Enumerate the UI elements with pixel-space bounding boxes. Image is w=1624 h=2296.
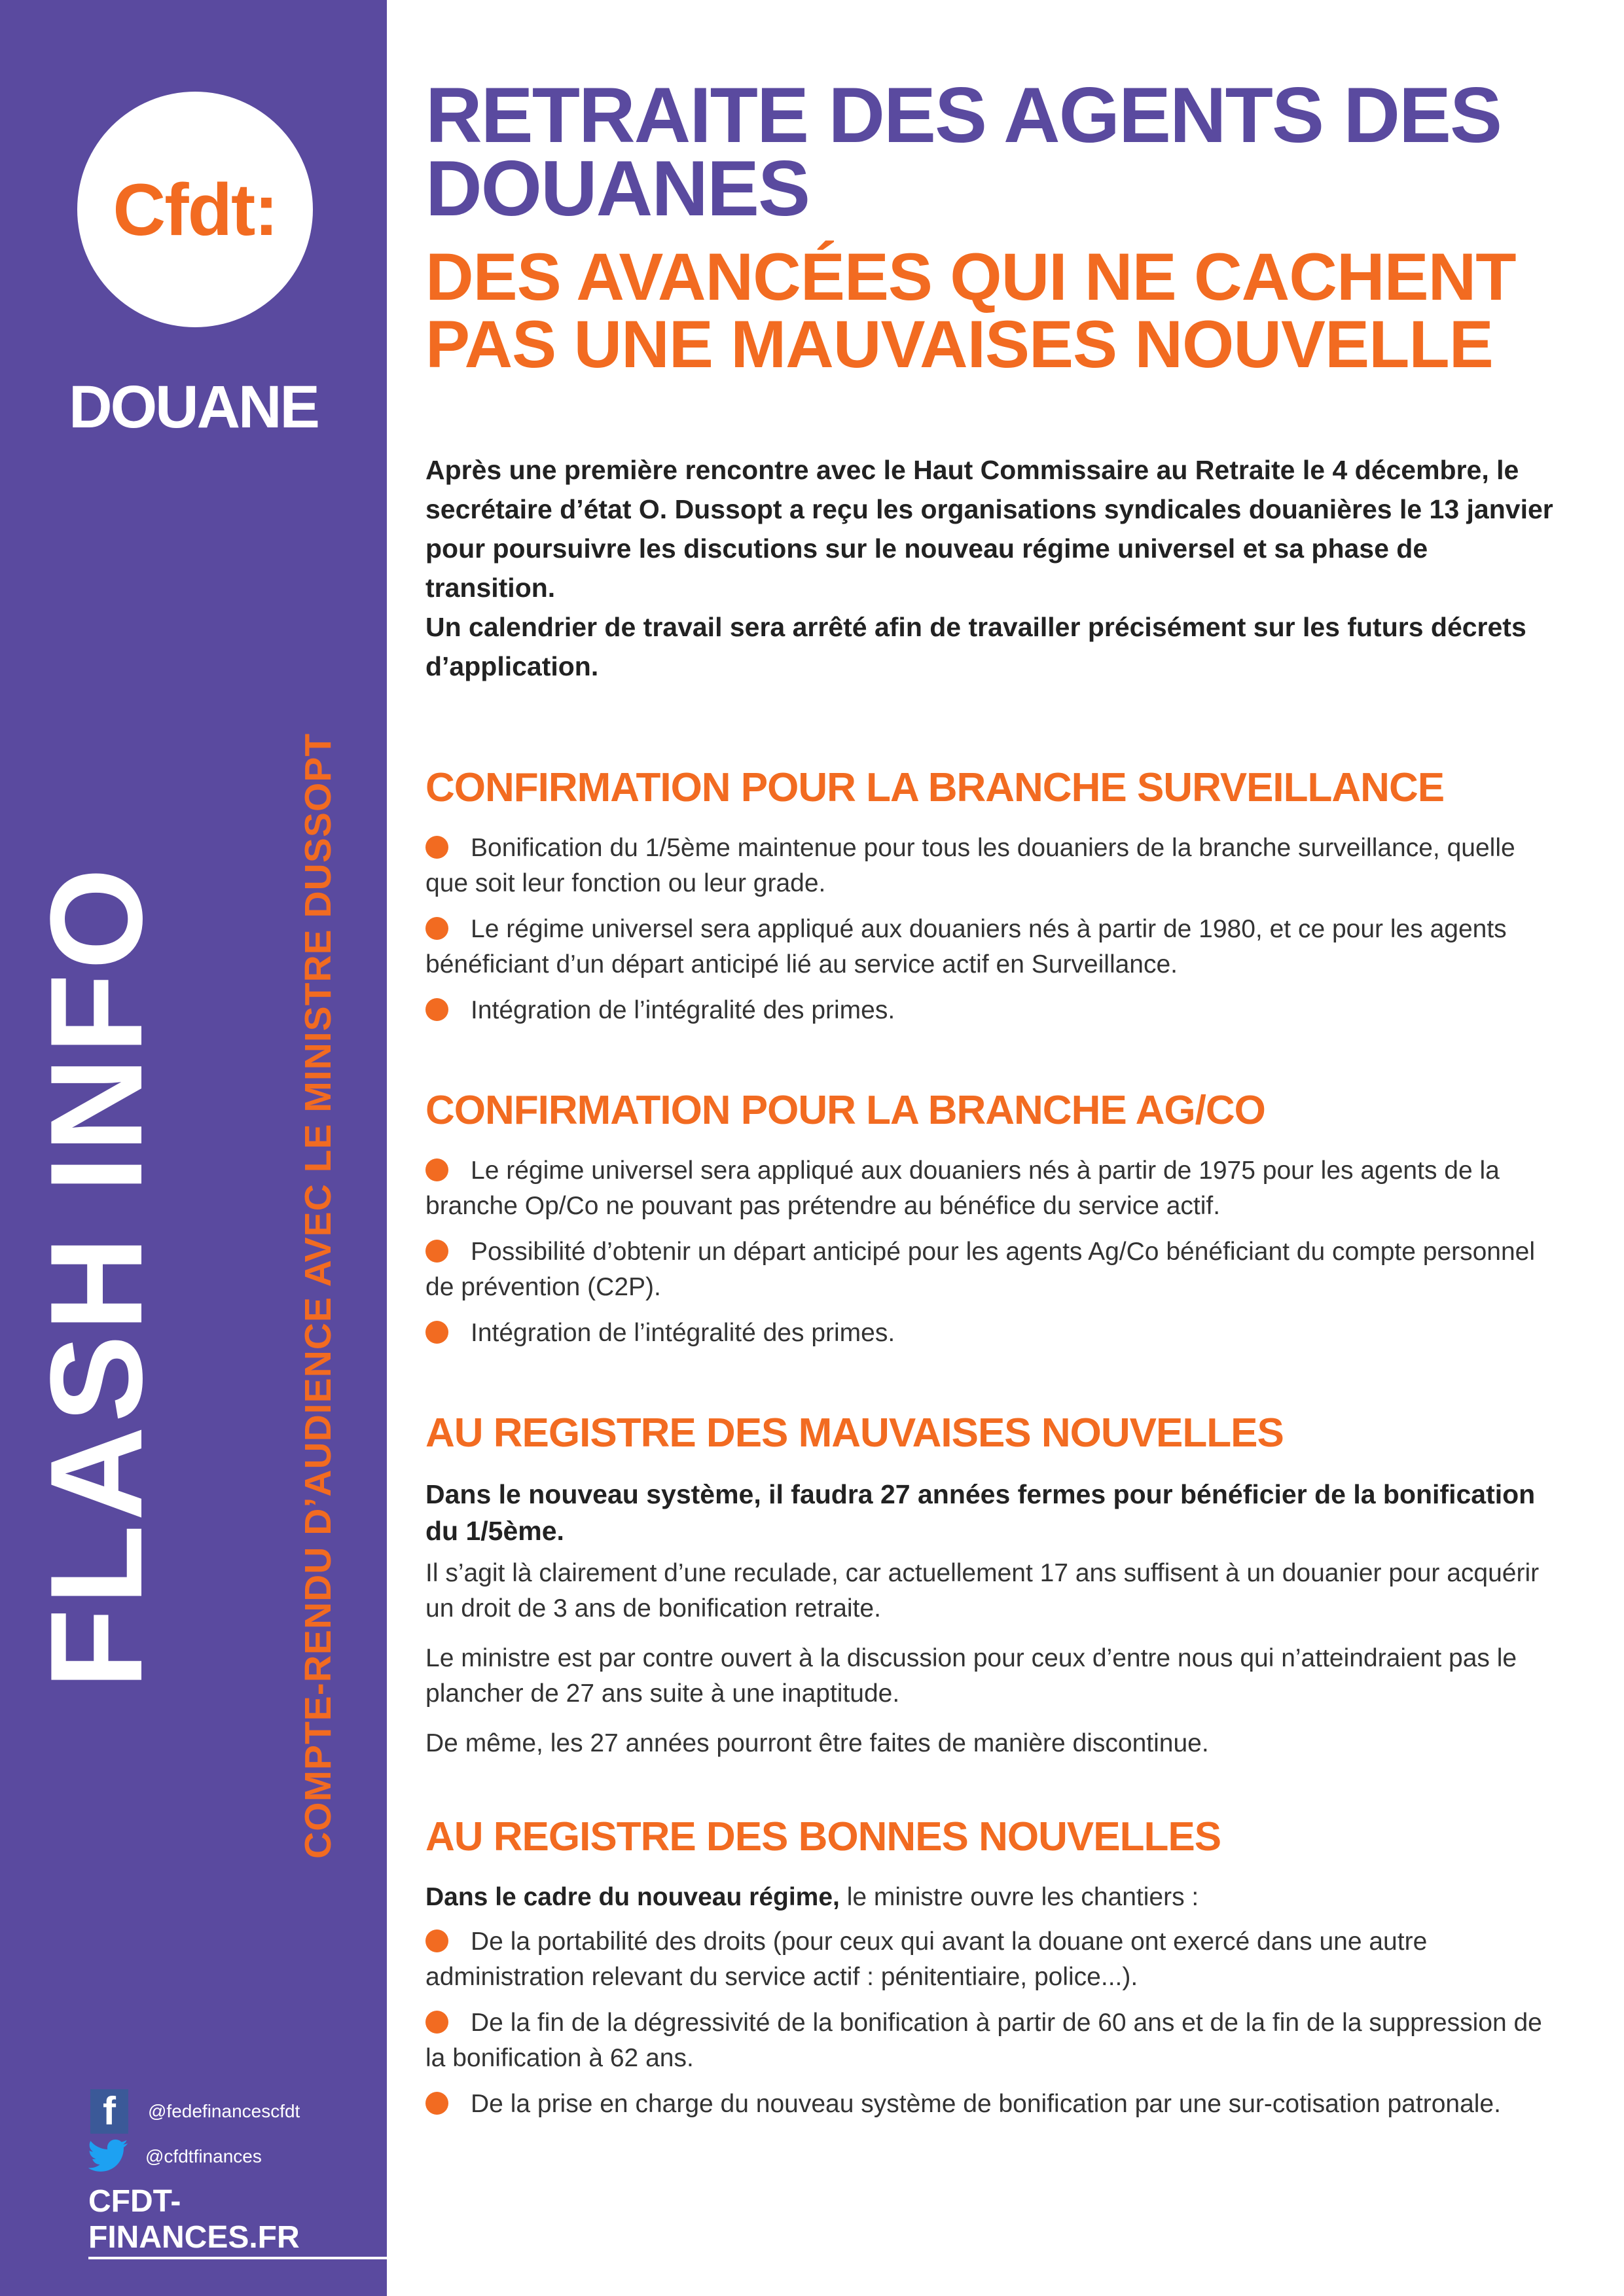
bullet-dot-icon — [425, 1929, 448, 1952]
page-title: RETRAITE DES AGENTS DES DOUANES — [425, 71, 1502, 232]
bullet-dot-icon — [425, 1240, 448, 1263]
intro-paragraph: Un calendrier de travail sera arrêté afin de travailler précisément sur les futurs décrets d’application. — [425, 612, 1526, 681]
list-item: Bonification du 1/5ème maintenue pour tous les douaniers de la branche surveillance, quelle que soit leur fonction ou leur grade. — [425, 834, 1515, 897]
bullet-dot-icon — [425, 917, 448, 940]
section-heading: AU REGISTRE DES MAUVAISES NOUVELLES — [425, 1410, 1284, 1456]
sidebar — [0, 0, 387, 2296]
bullet-dot-icon — [425, 2011, 448, 2034]
twitter-icon — [84, 2135, 132, 2178]
twitter-handle: @cfdtfinances — [145, 2146, 262, 2166]
list-item: De la prise en charge du nouveau système de bonification par une sur-cotisation patronale. — [425, 2087, 1558, 2122]
flash-info-banner: FLASH INFO — [24, 864, 170, 1689]
list-item: De la fin de la dégressivité de la bonification à partir de 60 ans et de la fin de la suppression de la bonification à 62 ans. — [425, 2009, 1542, 2072]
list-item: Le régime universel sera appliqué aux douaniers nés à partir de 1975 pour les agents de la branche Op/Co ne pouvant pas prétendre au bénéfice du service actif. — [425, 1157, 1500, 1220]
logo-text: Cfdt: — [113, 168, 278, 251]
cfdt-logo — [77, 92, 313, 327]
intro-block — [425, 450, 1558, 686]
section-heading: CONFIRMATION POUR LA BRANCHE AG/CO — [425, 1088, 1265, 1133]
section-good-news — [425, 1814, 1558, 2122]
section-surveillance — [425, 764, 1558, 1028]
paragraph: Le ministre est par contre ouvert à la discussion pour ceux d’entre nous qui n’atteindraient pas le plancher de 27 ans suite à une inaptitude. — [425, 1644, 1517, 1708]
facebook-link[interactable] — [90, 2089, 300, 2134]
key-statement: Dans le nouveau système, il faudra 27 années fermes pour bénéficier de la bonification du 1/5ème. — [425, 1479, 1536, 1546]
website-link[interactable]: CFDT-FINANCES.FR — [88, 2183, 387, 2259]
bullet-dot-icon — [425, 836, 448, 859]
facebook-handle: @fedefinancescfdt — [148, 2101, 300, 2121]
section-bad-news — [425, 1410, 1558, 1761]
bullet-dot-icon — [425, 1321, 448, 1344]
bullet-dot-icon — [425, 1158, 448, 1181]
lead-paragraph: Dans le cadre du nouveau régime, le ministre ouvre les chantiers : — [425, 1883, 1199, 1911]
list-item: Possibilité d’obtenir un départ anticipé pour les agents Ag/Co bénéficiant du compte personnel de prévention (C2P). — [425, 1238, 1536, 1301]
section-heading: AU REGISTRE DES BONNES NOUVELLES — [425, 1814, 1221, 1859]
section-heading: CONFIRMATION POUR LA BRANCHE SURVEILLANCE — [425, 765, 1445, 810]
page-subtitle: DES AVANCÉES QUI NE CACHENT PAS UNE MAUVAISES NOUVELLE — [425, 240, 1516, 382]
bullet-dot-icon — [425, 998, 448, 1021]
douane-label: DOUANE — [69, 374, 318, 440]
bullet-dot-icon — [425, 2092, 448, 2115]
list-item: De la portabilité des droits (pour ceux qui avant la douane ont exercé dans une autre administration relevant du service actif : pénitentiaire, police...). — [425, 1928, 1428, 1991]
list-item: Intégration de l’intégralité des primes. — [425, 993, 1558, 1028]
paragraph: Il s’agit là clairement d’une reculade, car actuellement 17 ans suffisent à un douanier pour acquérir un droit de 3 ans de bonification retraite. — [425, 1559, 1540, 1623]
paragraph: De même, les 27 années pourront être faites de manière discontinue. — [425, 1729, 1209, 1757]
section-agco — [425, 1087, 1558, 1351]
facebook-icon: f — [90, 2089, 128, 2134]
main-content — [425, 71, 1558, 2132]
intro-paragraph: Après une première rencontre avec le Haut Commissaire au Retraite le 4 décembre, le secrétaire d’état O. Dussopt a reçu les organisations syndicales douanières le 13 janvier pour poursuivre les discutions sur le nouveau régime universel et sa phase de transition. — [425, 455, 1553, 603]
vertical-subtitle: COMPTE-RENDU D’AUDIENCE AVEC LE MINISTRE DUSSOPT — [297, 732, 339, 1859]
list-item: Le régime universel sera appliqué aux douaniers nés à partir de 1980, et ce pour les agents bénéficiant d’un départ anticipé lié au service actif en Surveillance. — [425, 915, 1507, 978]
list-item: Intégration de l’intégralité des primes. — [425, 1316, 1558, 1351]
twitter-link[interactable] — [90, 2135, 262, 2178]
